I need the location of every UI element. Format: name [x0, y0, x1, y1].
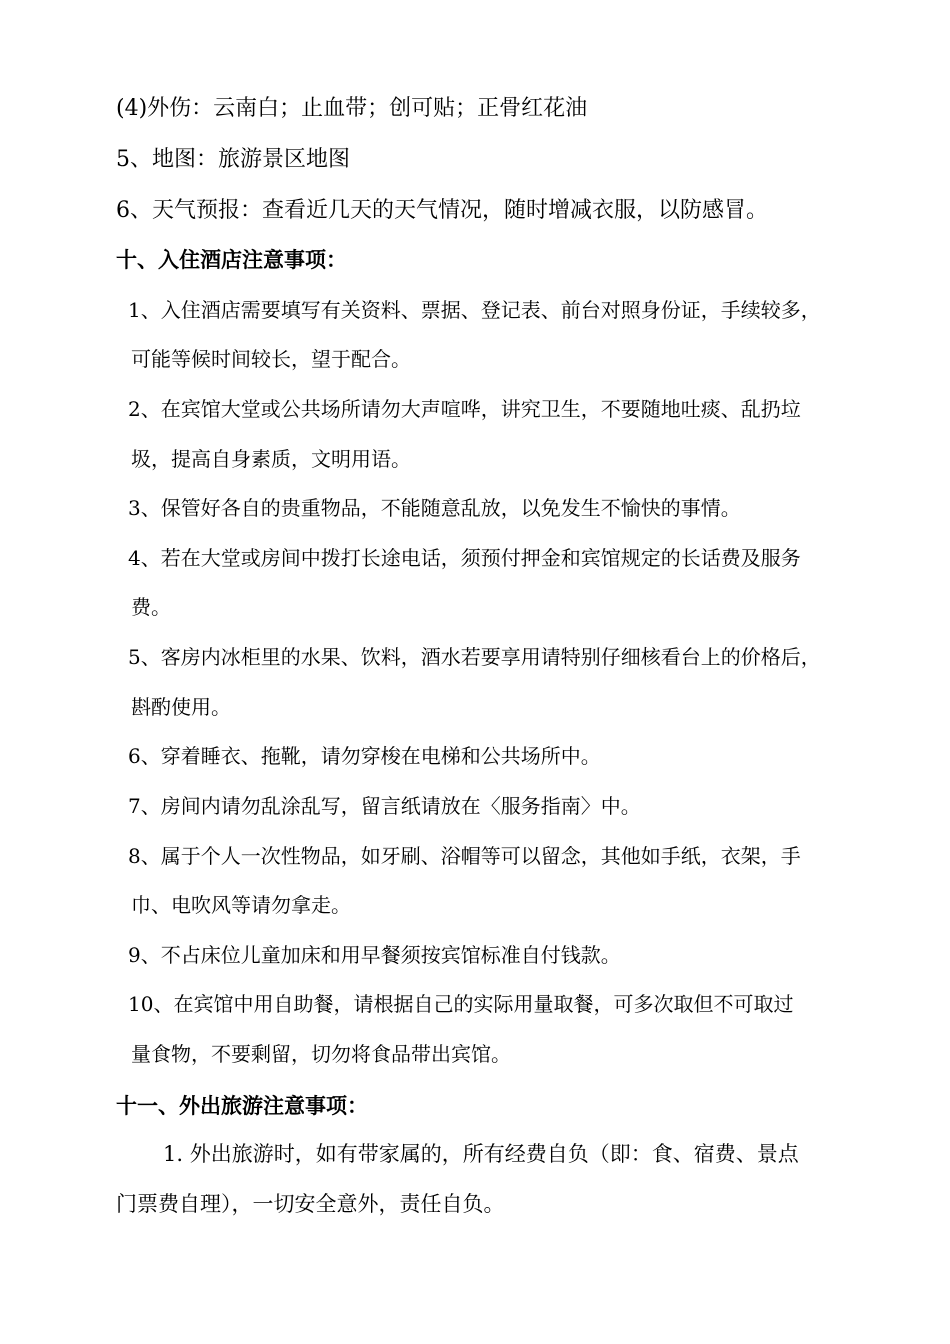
- hotel-item-6: 6、穿着睡衣、拖靴，请勿穿梭在电梯和公共场所中。: [128, 744, 601, 768]
- hotel-item-1-line-1: 1、入住酒店需要填写有关资料、票据、登记表、前台对照身份证，手续较多，: [128, 298, 821, 322]
- hotel-item-4-line-1: 4、若在大堂或房间中拨打长途电话，须预付押金和宾馆规定的长话费及服务: [128, 546, 801, 570]
- section-10-heading: 十、入住酒店注意事项：: [116, 248, 347, 272]
- hotel-item-10-line-2: 量食物，不要剩留，切勿将食品带出宾馆。: [131, 1042, 511, 1066]
- hotel-item-2-line-2: 圾，提高自身素质，文明用语。: [131, 447, 411, 471]
- travel-paragraph-line-1: 1. 外出旅游时，如有带家属的，所有经费自负（即：食、宿费、景点: [163, 1142, 799, 1166]
- intro-line-weather: 6、天气预报：查看近几天的天气情况，随时增减衣服，以防感冒。: [116, 198, 768, 223]
- intro-line-map: 5、地图：旅游景区地图: [116, 147, 350, 172]
- hotel-item-5-line-1: 5、客房内冰柜里的水果、饮料，酒水若要享用请特别仔细核看台上的价格后，: [128, 645, 821, 669]
- hotel-item-7: 7、房间内请勿乱涂乱写，留言纸请放在〈服务指南〉中。: [128, 794, 641, 818]
- hotel-item-10-line-1: 10、在宾馆中用自助餐，请根据自己的实际用量取餐，可多次取但不可取过: [128, 992, 794, 1016]
- hotel-item-9: 9、不占床位儿童加床和用早餐须按宾馆标准自付钱款。: [128, 943, 621, 967]
- section-11-heading: 十一、外出旅游注意事项：: [116, 1094, 368, 1118]
- hotel-item-2-line-1: 2、在宾馆大堂或公共场所请勿大声喧哗，讲究卫生，不要随地吐痰、乱扔垃: [128, 397, 801, 421]
- hotel-item-1-line-2: 可能等候时间较长，望于配合。: [131, 347, 411, 371]
- hotel-item-8-line-1: 8、属于个人一次性物品，如牙刷、浴帽等可以留念，其他如手纸，衣架，手: [128, 844, 801, 868]
- hotel-item-8-line-2: 巾、电吹风等请勿拿走。: [131, 893, 351, 917]
- hotel-item-4-line-2: 费。: [131, 595, 171, 619]
- intro-line-first-aid: (4)外伤：云南白；止血带；创可贴；正骨红花油: [116, 96, 588, 121]
- hotel-item-3: 3、保管好各自的贵重物品，不能随意乱放，以免发生不愉快的事情。: [128, 496, 741, 520]
- hotel-item-5-line-2: 斟酌使用。: [131, 695, 231, 719]
- travel-paragraph-line-2: 门票费自理），一切安全意外，责任自负。: [116, 1192, 505, 1216]
